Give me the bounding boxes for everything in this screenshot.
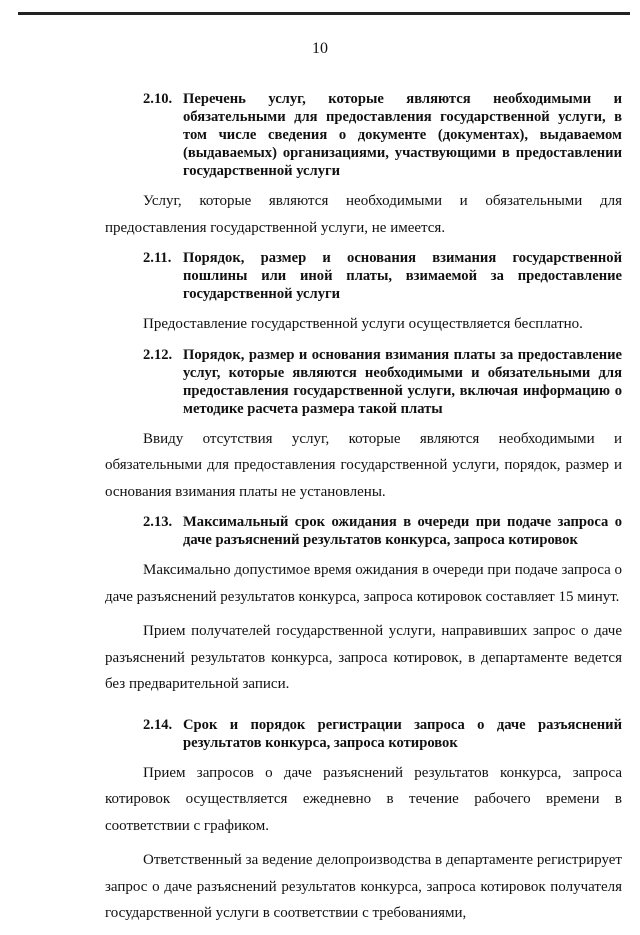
section-heading-2-12 (105, 346, 622, 418)
section-title: Максимальный срок ожидания в очереди при подаче запроса о даче разъяснений результатов конкурса, запроса котировок (183, 514, 622, 548)
top-rule (18, 12, 630, 15)
page-number: 10 (312, 40, 328, 57)
paragraph: Максимально допустимое время ожидания в очереди при подаче запроса о даче разъяснений результатов конкурса, запроса котировок составляет 15 минут. (105, 562, 622, 605)
paragraph: Ответственный за ведение делопроизводства в департаменте регистрирует запрос о даче разъяснений результатов конкурса, запроса котировок получателя государственной услуги в соответствии с требованиями, (105, 852, 622, 921)
section-heading-2-13 (105, 513, 622, 549)
section-title: Порядок, размер и основания взимания государственной пошлины или иной платы, взимаемой за предоставление государственной услуги (183, 250, 622, 302)
paragraph: Прием получателей государственной услуги, направивших запрос о даче разъяснений результатов конкурса, запроса котировок, в департаменте ведется без предварительной записи. (105, 623, 622, 692)
section-number: 2.14. (143, 716, 173, 733)
section-number: 2.11. (143, 250, 172, 266)
paragraph: Услуг, которые являются необходимыми и обязательными для предоставления государственной услуги, не имеется. (105, 193, 622, 236)
section-heading-2-10 (105, 90, 622, 180)
section-number: 2.10. (143, 91, 173, 107)
section-heading-2-11 (105, 249, 622, 303)
paragraph: Прием запросов о даче разъяснений результатов конкурса, запроса котировок осуществляется ежедневно в течение рабочего времени в соответствии с графиком. (105, 764, 622, 834)
section-number: 2.13. (143, 514, 173, 530)
spacer (105, 706, 622, 716)
section-title: Срок и порядок регистрации запроса о даче разъяснений результатов конкурса, запроса котировок (183, 716, 622, 751)
section-heading-2-14 (105, 716, 622, 752)
section-number: 2.12. (143, 346, 173, 363)
document-body (105, 90, 622, 935)
paragraph: Ввиду отсутствия услуг, которые являются необходимыми и обязательными для предоставления государственной услуги, порядок, размер и основания взимания платы не установлены. (105, 430, 622, 500)
paragraph: Предоставление государственной услуги осуществляется бесплатно. (143, 316, 583, 332)
section-title: Перечень услуг, которые являются необходимыми и обязательными для предоставления государственной услуги, в том числе сведения о документе (документах), выдаваемом (выдаваемых) организациями, участвующими в предоставлении государственной услуги (183, 91, 622, 179)
section-title: Порядок, размер и основания взимания платы за предоставление услуг, которые являются необходимыми и обязательными для предоставления государственной услуги, включая информацию о методике расчета размера такой платы (183, 346, 622, 417)
